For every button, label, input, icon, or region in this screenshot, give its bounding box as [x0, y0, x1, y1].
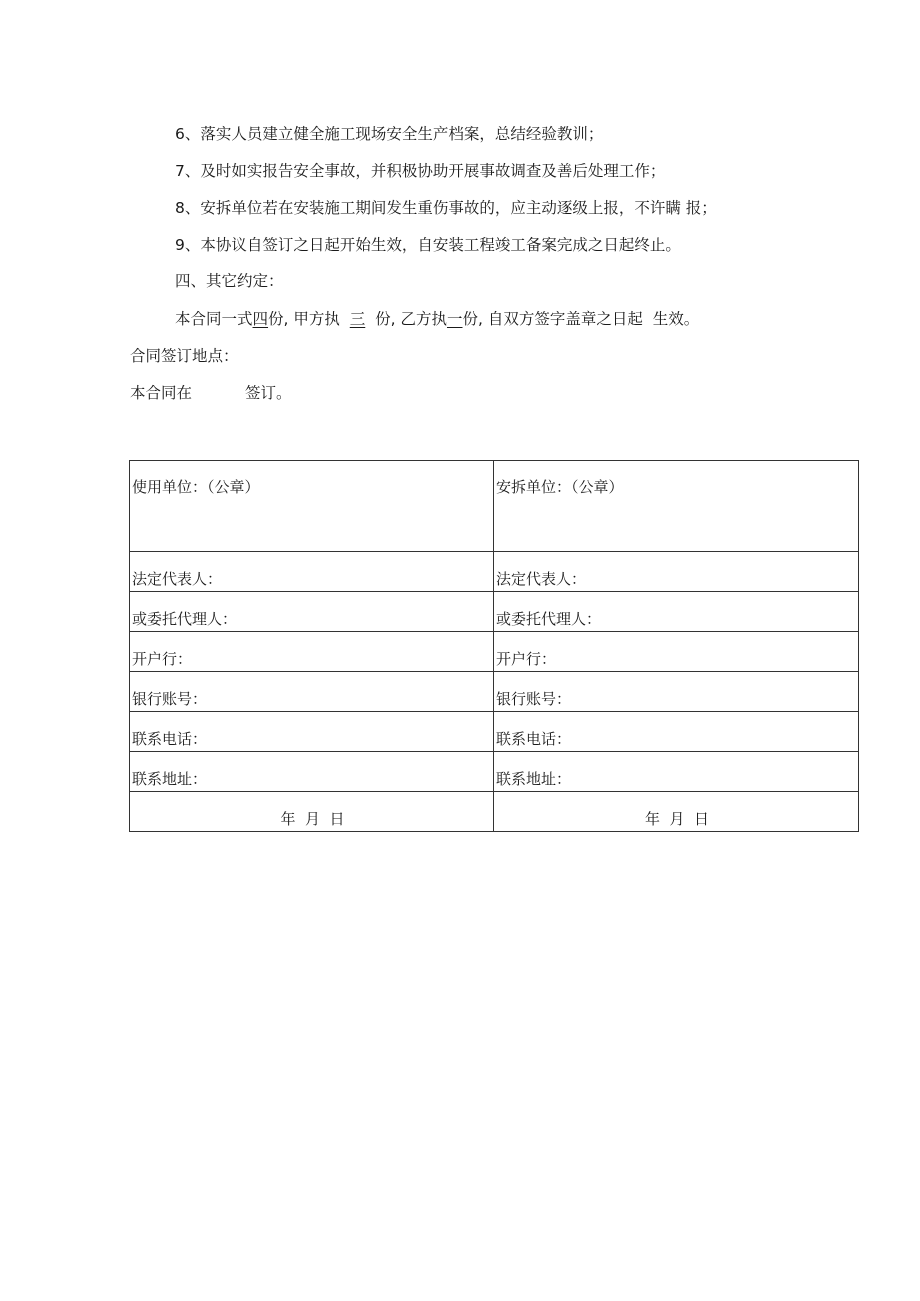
signing-place-end: 签订。 [245, 384, 292, 402]
user-address-cell: 联系地址： [130, 752, 494, 792]
signing-place-start: 本合同在 [130, 384, 193, 402]
user-agent-cell: 或委托代理人： [130, 592, 494, 632]
installer-bank-cell: 开户行： [494, 632, 859, 672]
clause-9: 9、本协议自签订之日起开始生效，自安装工程竣工备案完成之日起终止。 [175, 236, 681, 254]
user-account-cell: 银行账号： [130, 672, 494, 712]
copies-party-b: 一 [446, 310, 463, 328]
copies-text-1: 本合同一式 [175, 310, 253, 328]
clause-8: 8、安拆单位若在安装施工期间发生重伤事故的，应主动逐级上报，不许瞒 报； [175, 199, 717, 217]
signing-place-sentence [130, 383, 292, 403]
copies-text-2: 份, 甲方执 [268, 310, 350, 328]
user-phone-cell: 联系电话： [130, 712, 494, 752]
installer-unit-cell: 安拆单位：（公章） [494, 461, 859, 552]
copies-total: 四 [252, 310, 269, 328]
user-bank-cell: 开户行： [130, 632, 494, 672]
user-legal-rep-cell: 法定代表人： [130, 552, 494, 592]
copies-clause [175, 309, 699, 329]
signature-table [129, 460, 859, 832]
signing-place-label: 合同签订地点： [130, 347, 239, 365]
clause-7: 7、及时如实报告安全事故，并积极协助开展事故调查及善后处理工作； [175, 162, 666, 180]
copies-text-4: 份, 自双方签字盖章之日起 生效。 [462, 310, 700, 328]
user-unit-cell: 使用单位：（公章） [130, 461, 494, 552]
installer-agent-cell: 或委托代理人： [494, 592, 859, 632]
installer-legal-rep-cell: 法定代表人： [494, 552, 859, 592]
installer-address-cell: 联系地址： [494, 752, 859, 792]
copies-text-3: 份, 乙方执 [365, 310, 447, 328]
clause-6: 6、落实人员建立健全施工现场安全生产档案，总结经验教训； [175, 125, 604, 143]
section-4-heading: 四、其它约定： [175, 272, 284, 290]
installer-date-cell: 年 月 日 [494, 792, 859, 832]
installer-account-cell: 银行账号： [494, 672, 859, 712]
copies-party-a: 三 [349, 310, 366, 328]
user-date-cell: 年 月 日 [130, 792, 494, 832]
installer-phone-cell: 联系电话： [494, 712, 859, 752]
